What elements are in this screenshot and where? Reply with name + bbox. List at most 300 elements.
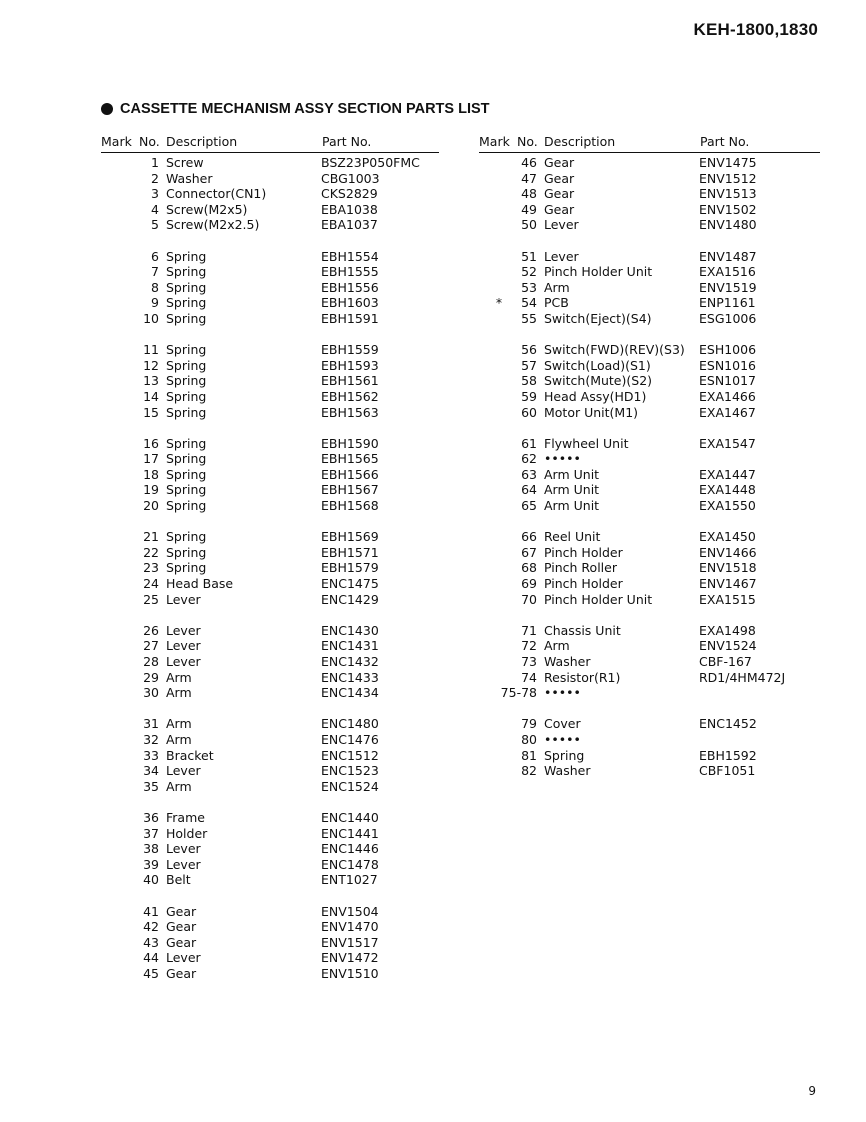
part-number: CBF1051 bbox=[699, 763, 756, 779]
parts-row bbox=[101, 202, 439, 218]
part-number: EXA1466 bbox=[699, 388, 756, 404]
parts-row bbox=[101, 358, 439, 374]
parts-row bbox=[101, 872, 439, 888]
parts-row bbox=[101, 155, 439, 171]
model-number: KEH-1800,1830 bbox=[693, 20, 818, 39]
part-number: ENC1523 bbox=[321, 763, 379, 779]
part-number-index: 73 bbox=[521, 654, 537, 669]
parts-row bbox=[101, 217, 439, 233]
part-number-index: 25 bbox=[143, 591, 159, 607]
part-number-index: 24 bbox=[143, 576, 159, 592]
header-description: Description bbox=[544, 134, 616, 149]
part-description: Spring bbox=[166, 482, 207, 498]
part-number-index: 42 bbox=[143, 919, 159, 935]
part-number-index: 82 bbox=[521, 763, 537, 779]
part-number-index: 69 bbox=[521, 576, 537, 592]
parts-row bbox=[101, 467, 439, 483]
part-description: Screw(M2x2.5) bbox=[166, 217, 260, 233]
parts-row bbox=[101, 280, 439, 296]
part-number: ENV1513 bbox=[699, 186, 757, 202]
part-number-index: 1 bbox=[151, 155, 159, 170]
part-description: Pinch Holder bbox=[544, 544, 623, 560]
part-description: Arm bbox=[166, 669, 192, 685]
parts-row bbox=[101, 950, 439, 966]
part-number-index: 6 bbox=[151, 248, 159, 264]
part-number: BSZ23P050FMC bbox=[321, 155, 420, 170]
part-number-index: 12 bbox=[143, 357, 159, 373]
part-description: Pinch Roller bbox=[544, 560, 617, 576]
part-number: ENC1430 bbox=[321, 622, 379, 638]
part-number-index: 43 bbox=[143, 934, 159, 950]
parts-row bbox=[101, 670, 439, 686]
part-number: EBH1561 bbox=[321, 373, 379, 389]
parts-row bbox=[101, 482, 439, 498]
part-number: ENC1476 bbox=[321, 731, 379, 747]
parts-row bbox=[479, 670, 820, 686]
part-number: ENV1504 bbox=[321, 903, 379, 919]
part-number: EBA1038 bbox=[321, 201, 378, 217]
parts-row bbox=[101, 841, 439, 857]
part-description: Pinch Holder bbox=[544, 576, 623, 592]
part-number-index: 44 bbox=[143, 950, 159, 966]
part-number-index: 31 bbox=[143, 716, 159, 732]
parts-row bbox=[101, 904, 439, 920]
part-description: Switch(Eject)(S4) bbox=[544, 310, 652, 326]
part-number: ENC1432 bbox=[321, 654, 379, 669]
parts-list-right bbox=[479, 133, 820, 779]
part-number-index: 55 bbox=[521, 310, 537, 326]
parts-row bbox=[101, 685, 439, 701]
part-number: CBF-167 bbox=[699, 654, 752, 669]
parts-row bbox=[479, 264, 820, 280]
part-description: Spring bbox=[544, 747, 585, 763]
part-number-index: 74 bbox=[521, 669, 537, 685]
parts-row bbox=[101, 810, 439, 826]
part-number: ENC1434 bbox=[321, 685, 379, 701]
parts-row bbox=[101, 592, 439, 608]
part-description: Arm bbox=[544, 279, 570, 295]
parts-row bbox=[479, 592, 820, 608]
part-description: Screw bbox=[166, 155, 204, 170]
parts-row bbox=[479, 217, 820, 233]
part-number-index: 56 bbox=[521, 342, 537, 358]
part-number: ENC1452 bbox=[699, 716, 757, 732]
part-number-index: 80 bbox=[521, 731, 537, 747]
part-number-index: 47 bbox=[521, 170, 537, 186]
part-number: ENV1512 bbox=[699, 170, 757, 186]
part-description: Arm bbox=[166, 778, 192, 794]
part-description: Connector(CN1) bbox=[166, 186, 267, 202]
parts-row bbox=[101, 405, 439, 421]
bullet-icon bbox=[101, 103, 113, 115]
column-header bbox=[101, 133, 439, 153]
parts-list-left bbox=[101, 133, 439, 981]
header-description: Description bbox=[166, 134, 238, 149]
parts-row bbox=[479, 560, 820, 576]
part-number-index: 45 bbox=[143, 965, 159, 981]
parts-row bbox=[101, 826, 439, 842]
rows-left bbox=[101, 155, 439, 981]
parts-row bbox=[101, 779, 439, 795]
part-number: ESH1006 bbox=[699, 342, 757, 358]
parts-row bbox=[101, 529, 439, 545]
part-number: EBH1556 bbox=[321, 279, 379, 295]
part-number: EBH1563 bbox=[321, 404, 379, 420]
parts-row bbox=[101, 560, 439, 576]
part-description: Lever bbox=[166, 841, 201, 857]
part-number: EBH1593 bbox=[321, 357, 379, 373]
parts-row bbox=[101, 919, 439, 935]
part-number-index: 38 bbox=[143, 841, 159, 857]
part-number-index: 66 bbox=[521, 529, 537, 545]
part-description: ••••• bbox=[544, 685, 581, 701]
part-number-index: 36 bbox=[143, 809, 159, 825]
part-description: Spring bbox=[166, 264, 207, 280]
part-number-index: 11 bbox=[143, 342, 159, 358]
part-number: ENC1480 bbox=[321, 716, 379, 732]
part-description: Spring bbox=[166, 279, 207, 295]
part-description: Spring bbox=[166, 466, 207, 482]
part-description: Spring bbox=[166, 529, 207, 545]
part-number: EBH1591 bbox=[321, 310, 379, 326]
parts-row bbox=[101, 451, 439, 467]
part-number: ESN1017 bbox=[699, 373, 756, 389]
part-number: ENV1470 bbox=[321, 919, 379, 935]
part-number-index: 35 bbox=[143, 778, 159, 794]
part-number-index: 58 bbox=[521, 373, 537, 389]
part-number-index: 19 bbox=[143, 482, 159, 498]
part-number: EBH1590 bbox=[321, 435, 379, 451]
parts-row bbox=[101, 171, 439, 187]
part-description: Spring bbox=[166, 295, 207, 311]
part-number-index: 7 bbox=[151, 264, 159, 280]
part-description: Motor Unit(M1) bbox=[544, 404, 639, 420]
parts-row bbox=[101, 389, 439, 405]
part-number-index: 33 bbox=[143, 747, 159, 763]
part-number-index: 40 bbox=[143, 872, 159, 888]
part-number: EBH1565 bbox=[321, 451, 379, 467]
parts-row bbox=[479, 171, 820, 187]
part-number-index: 3 bbox=[151, 186, 159, 202]
part-description: Pinch Holder Unit bbox=[544, 591, 653, 607]
part-description: Lever bbox=[166, 950, 201, 966]
part-description: Switch(FWD)(REV)(S3) bbox=[544, 342, 685, 358]
part-number-index: 28 bbox=[143, 654, 159, 669]
part-number: ENV1480 bbox=[699, 217, 757, 233]
part-number: ENC1512 bbox=[321, 747, 379, 763]
part-description: Flywheel Unit bbox=[544, 435, 629, 451]
part-number-index: 21 bbox=[143, 529, 159, 545]
part-description: Gear bbox=[544, 201, 575, 217]
part-number: ENV1510 bbox=[321, 965, 379, 981]
part-number-index: 57 bbox=[521, 357, 537, 373]
part-number: ENC1440 bbox=[321, 809, 379, 825]
part-description: Spring bbox=[166, 248, 207, 264]
part-description: ••••• bbox=[544, 451, 581, 467]
parts-row bbox=[479, 249, 820, 265]
part-number-index: 4 bbox=[151, 201, 159, 217]
page-number: 9 bbox=[808, 1084, 816, 1098]
part-number: ESG1006 bbox=[699, 310, 757, 326]
part-number-index: 60 bbox=[521, 404, 537, 420]
part-number: EBH1554 bbox=[321, 248, 379, 264]
part-number: ENV1487 bbox=[699, 248, 757, 264]
part-number: EBH1566 bbox=[321, 466, 379, 482]
part-description: Lever bbox=[166, 654, 201, 669]
part-number: ENV1518 bbox=[699, 560, 757, 576]
part-description: Bracket bbox=[166, 747, 214, 763]
parts-row bbox=[101, 732, 439, 748]
parts-row bbox=[479, 623, 820, 639]
part-number-index: 17 bbox=[143, 451, 159, 467]
header-mark: Mark bbox=[101, 134, 132, 149]
part-description: Gear bbox=[544, 155, 575, 170]
part-number: EBA1037 bbox=[321, 217, 378, 233]
parts-row bbox=[101, 935, 439, 951]
part-number: ENC1478 bbox=[321, 856, 379, 872]
part-number-index: 39 bbox=[143, 856, 159, 872]
part-description: Lever bbox=[166, 638, 201, 654]
part-number: CKS2829 bbox=[321, 186, 378, 202]
part-number: ENV1467 bbox=[699, 576, 757, 592]
part-number: ENT1027 bbox=[321, 872, 378, 888]
part-description: Washer bbox=[544, 763, 591, 779]
part-number: EBH1571 bbox=[321, 544, 379, 560]
part-number-index: 32 bbox=[143, 731, 159, 747]
parts-row bbox=[479, 576, 820, 592]
part-description: Washer bbox=[166, 170, 213, 186]
part-number: EBH1579 bbox=[321, 560, 379, 576]
section-heading bbox=[101, 101, 490, 117]
part-description: Resistor(R1) bbox=[544, 669, 621, 685]
part-description: Spring bbox=[166, 388, 207, 404]
part-description: Holder bbox=[166, 825, 208, 841]
part-description: Spring bbox=[166, 451, 207, 467]
part-number-index: 30 bbox=[143, 685, 159, 701]
part-number: ENC1446 bbox=[321, 841, 379, 857]
part-number: ENV1519 bbox=[699, 279, 757, 295]
part-number: EXA1516 bbox=[699, 264, 756, 280]
part-number-index: 14 bbox=[143, 388, 159, 404]
part-description: Lever bbox=[166, 622, 201, 638]
part-description: Chassis Unit bbox=[544, 622, 621, 638]
section-title: CASSETTE MECHANISM ASSY SECTION PARTS LIST bbox=[120, 101, 490, 117]
part-number-index: 64 bbox=[521, 482, 537, 498]
part-number: ENC1431 bbox=[321, 638, 379, 654]
part-number-index: 37 bbox=[143, 825, 159, 841]
part-number-index: 8 bbox=[151, 279, 159, 295]
parts-row bbox=[479, 763, 820, 779]
part-number-index: 18 bbox=[143, 466, 159, 482]
parts-row bbox=[101, 373, 439, 389]
rows-right bbox=[479, 155, 820, 779]
parts-row bbox=[101, 623, 439, 639]
parts-row bbox=[101, 638, 439, 654]
part-number-index: 51 bbox=[521, 248, 537, 264]
parts-row bbox=[101, 186, 439, 202]
part-description: Gear bbox=[166, 965, 197, 981]
parts-row bbox=[101, 545, 439, 561]
part-number: EXA1450 bbox=[699, 529, 756, 545]
part-number-index: 16 bbox=[143, 435, 159, 451]
part-number-index: 71 bbox=[521, 622, 537, 638]
part-number: ENC1475 bbox=[321, 576, 379, 592]
parts-row bbox=[101, 748, 439, 764]
part-description: Spring bbox=[166, 342, 207, 358]
part-description: Arm bbox=[166, 731, 192, 747]
header-part-no: Part No. bbox=[700, 134, 750, 149]
part-number: EXA1550 bbox=[699, 498, 756, 514]
part-number-index: 41 bbox=[143, 903, 159, 919]
part-number: EBH1559 bbox=[321, 342, 379, 358]
parts-row bbox=[479, 373, 820, 389]
part-description: Spring bbox=[166, 357, 207, 373]
part-number: RD1/4HM472J bbox=[699, 669, 786, 685]
part-number-index: 63 bbox=[521, 466, 537, 482]
part-description: Spring bbox=[166, 560, 207, 576]
part-number: EBH1603 bbox=[321, 295, 379, 311]
parts-row bbox=[479, 748, 820, 764]
part-number-index: 22 bbox=[143, 544, 159, 560]
part-number: ENV1502 bbox=[699, 201, 757, 217]
part-number-index: 62 bbox=[521, 451, 537, 467]
part-number: ENP1161 bbox=[699, 295, 756, 311]
parts-row bbox=[101, 436, 439, 452]
part-number-index: 5 bbox=[151, 217, 159, 233]
part-description: Arm bbox=[166, 685, 192, 701]
part-number: EXA1547 bbox=[699, 435, 756, 451]
parts-row bbox=[101, 966, 439, 982]
part-description: Pinch Holder Unit bbox=[544, 264, 653, 280]
part-number: ENC1433 bbox=[321, 669, 379, 685]
parts-row bbox=[479, 186, 820, 202]
part-number-index: 59 bbox=[521, 388, 537, 404]
part-description: Gear bbox=[166, 919, 197, 935]
part-number-index: 54 bbox=[521, 295, 537, 311]
part-number-index: 23 bbox=[143, 560, 159, 576]
part-description: Arm Unit bbox=[544, 466, 600, 482]
part-number: EBH1567 bbox=[321, 482, 379, 498]
part-number-index: 2 bbox=[151, 170, 159, 186]
parts-row bbox=[101, 763, 439, 779]
part-description: PCB bbox=[544, 295, 569, 311]
part-number: ENC1524 bbox=[321, 778, 379, 794]
part-number: EBH1568 bbox=[321, 498, 379, 514]
part-number: ENV1472 bbox=[321, 950, 379, 966]
part-description: Frame bbox=[166, 809, 205, 825]
part-description: Gear bbox=[544, 186, 575, 202]
parts-row bbox=[479, 716, 820, 732]
column-header bbox=[479, 133, 820, 153]
part-number: EBH1569 bbox=[321, 529, 379, 545]
header-mark: Mark bbox=[479, 134, 510, 149]
part-description: Switch(Load)(S1) bbox=[544, 357, 651, 373]
part-number-index: 53 bbox=[521, 279, 537, 295]
parts-row bbox=[101, 264, 439, 280]
part-description: Belt bbox=[166, 872, 191, 888]
part-description: Reel Unit bbox=[544, 529, 601, 545]
parts-row bbox=[479, 529, 820, 545]
parts-row bbox=[479, 732, 820, 748]
part-description: Lever bbox=[544, 217, 579, 233]
parts-row bbox=[479, 482, 820, 498]
part-number: EXA1448 bbox=[699, 482, 756, 498]
parts-row bbox=[479, 202, 820, 218]
part-description: Spring bbox=[166, 373, 207, 389]
parts-row bbox=[479, 545, 820, 561]
header-part-no: Part No. bbox=[322, 134, 372, 149]
part-number-index: 68 bbox=[521, 560, 537, 576]
parts-row bbox=[101, 857, 439, 873]
part-number-index: 10 bbox=[143, 310, 159, 326]
part-description: Gear bbox=[166, 903, 197, 919]
parts-row bbox=[479, 358, 820, 374]
part-description: Head Base bbox=[166, 576, 234, 592]
part-description: Arm bbox=[544, 638, 570, 654]
part-number: CBG1003 bbox=[321, 170, 380, 186]
parts-row bbox=[101, 249, 439, 265]
part-description: Spring bbox=[166, 435, 207, 451]
part-number: ENV1517 bbox=[321, 934, 379, 950]
parts-row bbox=[479, 685, 820, 701]
part-description: Lever bbox=[544, 248, 579, 264]
part-number-index: 48 bbox=[521, 186, 537, 202]
parts-row bbox=[101, 716, 439, 732]
part-number-index: 61 bbox=[521, 435, 537, 451]
part-number: ESN1016 bbox=[699, 357, 756, 373]
part-description: Lever bbox=[166, 763, 201, 779]
part-description: Lever bbox=[166, 856, 201, 872]
part-number: ENV1524 bbox=[699, 638, 757, 654]
parts-row bbox=[101, 576, 439, 592]
parts-row bbox=[101, 342, 439, 358]
part-mark: * bbox=[495, 295, 503, 311]
part-number: ENV1466 bbox=[699, 544, 757, 560]
parts-row bbox=[101, 498, 439, 514]
part-number: ENC1441 bbox=[321, 825, 379, 841]
part-number-index: 81 bbox=[521, 747, 537, 763]
part-number-index: 79 bbox=[521, 716, 537, 732]
part-number-index: 29 bbox=[143, 669, 159, 685]
part-description: Head Assy(HD1) bbox=[544, 388, 647, 404]
part-number: EBH1555 bbox=[321, 264, 379, 280]
part-description: Lever bbox=[166, 591, 201, 607]
parts-row bbox=[479, 311, 820, 327]
part-description: Spring bbox=[166, 498, 207, 514]
part-number: EXA1447 bbox=[699, 466, 756, 482]
part-number-index: 67 bbox=[521, 544, 537, 560]
parts-row bbox=[479, 405, 820, 421]
parts-row bbox=[479, 389, 820, 405]
part-description: Arm Unit bbox=[544, 482, 600, 498]
part-number-index: 70 bbox=[521, 591, 537, 607]
part-number-index: 9 bbox=[151, 295, 159, 311]
part-description: Gear bbox=[166, 934, 197, 950]
part-description: Gear bbox=[544, 170, 575, 186]
part-number-index: 72 bbox=[521, 638, 537, 654]
parts-row bbox=[479, 451, 820, 467]
parts-row bbox=[479, 155, 820, 171]
part-number: ENC1429 bbox=[321, 591, 379, 607]
part-number-index: 49 bbox=[521, 201, 537, 217]
part-number: ENV1475 bbox=[699, 155, 757, 170]
parts-row bbox=[479, 654, 820, 670]
part-description: Screw(M2x5) bbox=[166, 201, 248, 217]
parts-row bbox=[479, 498, 820, 514]
part-number-index: 26 bbox=[143, 622, 159, 638]
parts-row bbox=[479, 467, 820, 483]
parts-row bbox=[479, 638, 820, 654]
